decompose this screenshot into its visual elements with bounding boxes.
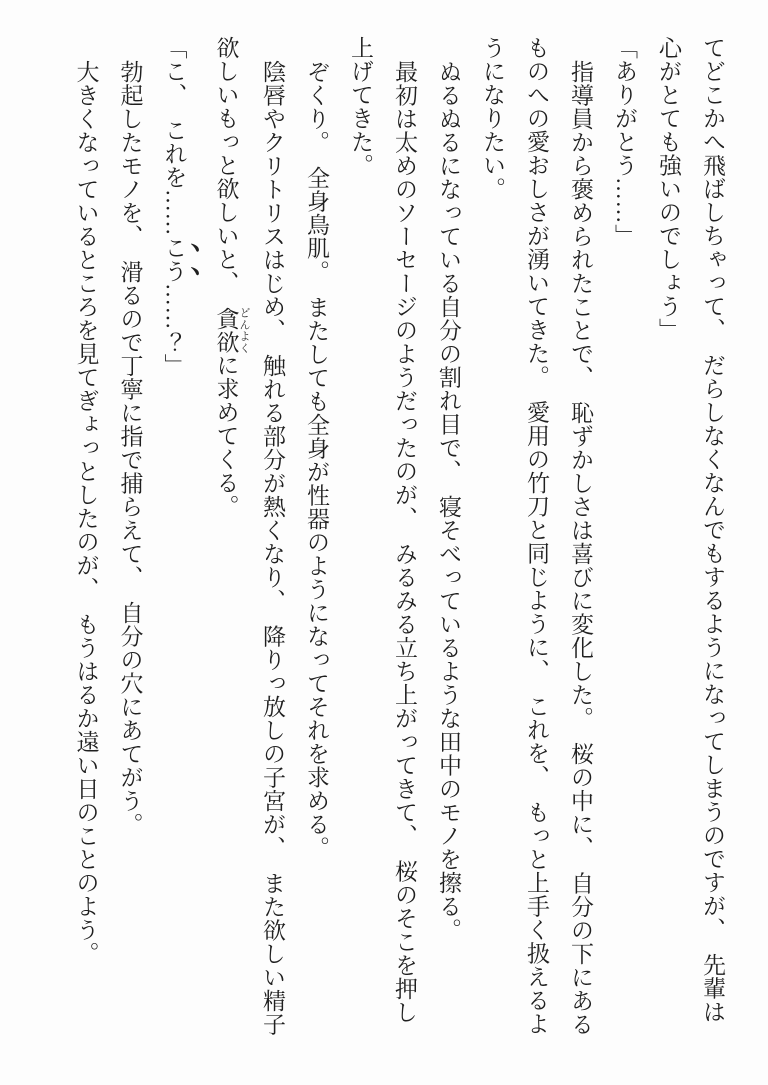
text-line xyxy=(338,36,382,1052)
text-segment: 指導員から褒められたことで、 恥ずかしさは喜びに変化した。 桜の中に、 自分の下にある xyxy=(568,59,593,1036)
text-line xyxy=(152,36,204,1052)
text-segment: 最初は太めのソーセージのようだったのが、 みるみる立ち上がってきて、 桜のそこを押し xyxy=(392,59,417,1024)
text-line xyxy=(294,36,338,1052)
text-line xyxy=(250,36,294,1052)
text-segment: 勃起したモノを、 滑るので丁寧に指で捕らえて、 自分の穴にあてがう。 xyxy=(117,59,143,836)
text-segment: 大きくなっているところを見てぎょっとしたのが、 もうはるか遠い日のことのよう。 xyxy=(73,59,99,965)
text-line xyxy=(64,36,108,1052)
ruby-annotation: どんよく xyxy=(238,306,250,354)
text-segment: 欲しいもっと欲しいと、 xyxy=(213,36,239,307)
text-line xyxy=(382,36,426,1052)
text-line xyxy=(558,36,602,1052)
text-segment: 陰唇やクリトリスはじめ、 触れる部分が熱くなり、 降りっ放しの子宮が、 また欲しい精子 xyxy=(260,59,285,1036)
text-line xyxy=(690,36,734,1052)
ruby-base-text: 貪欲 どんよく xyxy=(213,306,250,354)
text-line xyxy=(514,36,558,1052)
text-line xyxy=(108,36,152,1052)
text-line xyxy=(646,36,690,1052)
text-segment: うになりたい。 xyxy=(480,36,505,201)
text-segment: 「こ、 これを…… xyxy=(161,36,187,236)
text-line xyxy=(470,36,514,1052)
emphasized-text: こう xyxy=(161,236,187,283)
text-line xyxy=(602,36,646,1052)
text-segment: ぬるぬるになっている自分の割れ目で、 寝そべっているような田中のモノを擦る。 xyxy=(436,59,461,941)
text-segment: てどこかへ飛ばしちゃって、 だらしなくなんでもするようになってしまうのですが、 先輩は xyxy=(700,36,725,1024)
text-segment: ぞくり。 全身鳥肌。 またしても全身が性器のようになってそれを求める。 xyxy=(304,59,329,859)
text-segment: ものへの愛おしさが湧いてきた。 愛用の竹刀と同じように、 これを、 もっと上手く扱えるよ xyxy=(524,36,549,1036)
text-segment: 心がとても強いのでしょう」 xyxy=(656,36,681,342)
text-segment: ……？」 xyxy=(161,283,187,377)
text-segment: 上げてきた。 xyxy=(348,36,373,177)
text-segment: に求めてくる。 xyxy=(213,353,239,518)
text-line xyxy=(426,36,470,1052)
text-segment: 「ありがとう……」 xyxy=(612,36,637,248)
text-line xyxy=(204,36,251,1052)
vertical-text-block xyxy=(64,36,735,1052)
